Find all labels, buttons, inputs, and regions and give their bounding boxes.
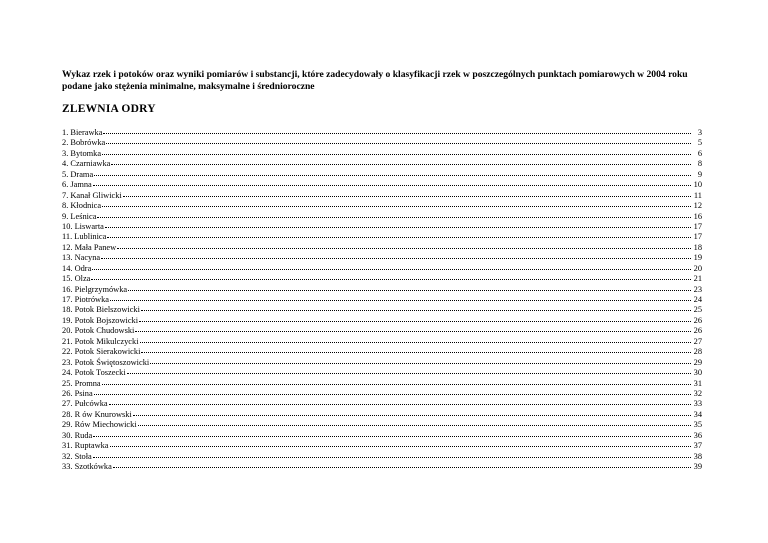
toc-dot-leader bbox=[128, 283, 691, 291]
toc-entry-page-number: 23 bbox=[693, 284, 702, 294]
section-heading: ZLEWNIA ODRY bbox=[62, 103, 156, 115]
toc-entry-page-number: 30 bbox=[693, 368, 702, 378]
toc-entry-label: 5. Drama bbox=[62, 169, 94, 179]
toc-entry-page-number: 35 bbox=[693, 420, 702, 430]
toc-entry-label: 11. Lublinica bbox=[62, 232, 107, 242]
toc-dot-leader bbox=[91, 272, 691, 280]
toc-entry-label: 28. R ów Knurowski bbox=[62, 409, 132, 419]
toc-entry-page-number: 24 bbox=[693, 295, 702, 304]
toc-entry-page-number: 26 bbox=[693, 326, 702, 336]
toc-entry-page-number: 29 bbox=[693, 357, 702, 367]
toc-entry-label: 1. Bierawka bbox=[62, 128, 103, 137]
toc-dot-leader bbox=[127, 366, 691, 374]
document-title: Wykaz rzek i potoków oraz wyniki pomiarów i substancji, które zadecydowały o klasyfikacji rzek w poszczególnych punktach pomiarowych w 2004 roku podane jako stężenia minimalne, maksymalne i średnioroczne bbox=[62, 69, 688, 92]
toc-dot-leader bbox=[105, 220, 691, 228]
toc-entry-page-number: 17 bbox=[693, 232, 702, 242]
toc-entry-label: 3. Bytomka bbox=[62, 148, 102, 158]
toc-dot-leader bbox=[92, 262, 691, 270]
toc-entry-label: 23. Potok Świętoszowicki bbox=[62, 357, 150, 367]
toc-entry-label: 31. Ruptawka bbox=[62, 441, 109, 451]
toc-entry-page-number: 16 bbox=[693, 211, 702, 221]
toc-entry-page-number: 6 bbox=[697, 148, 702, 158]
toc-entry-label: 6. Jamna bbox=[62, 180, 92, 190]
toc-entry-page-number: 31 bbox=[693, 378, 702, 388]
table-of-contents bbox=[62, 127, 702, 471]
toc-entry-label: 9. Leśnica bbox=[62, 211, 97, 221]
toc-entry-page-number: 21 bbox=[693, 274, 702, 284]
toc-entry-page-number: 3 bbox=[697, 128, 702, 137]
toc-dot-leader bbox=[123, 189, 691, 197]
toc-entry-label: 12. Mała Panew bbox=[62, 242, 117, 252]
toc-entry-label: 4. Czarniawka bbox=[62, 159, 111, 169]
toc-dot-leader bbox=[94, 168, 691, 176]
toc-dot-leader bbox=[102, 199, 691, 207]
toc-dot-leader bbox=[140, 335, 691, 343]
toc-dot-leader bbox=[110, 293, 691, 301]
toc-dot-leader bbox=[102, 147, 691, 155]
toc-dot-leader bbox=[109, 397, 691, 405]
toc-dot-leader bbox=[103, 126, 691, 134]
toc-dot-leader bbox=[113, 460, 691, 468]
toc-dot-leader bbox=[141, 303, 691, 311]
toc-entry-page-number: 34 bbox=[693, 409, 702, 419]
toc-entry-page-number: 25 bbox=[693, 305, 702, 315]
toc-entry-label: 10. Liswarta bbox=[62, 221, 104, 231]
toc-entry-label: 29. Rów Miechowicki bbox=[62, 420, 137, 430]
toc-dot-leader bbox=[141, 345, 691, 353]
toc-entry-page-number: 19 bbox=[693, 253, 702, 263]
toc-entry-label: 16. Pielgrzymówka bbox=[62, 284, 128, 294]
toc-entry-label: 7. Kanał Gliwicki bbox=[62, 190, 122, 200]
toc-entry-label: 2. Bobrówka bbox=[62, 138, 106, 148]
toc-entry-label: 33. Szotkówka bbox=[62, 462, 112, 471]
toc-dot-leader bbox=[133, 408, 691, 416]
toc-entry-label: 24. Potok Toszecki bbox=[62, 368, 126, 378]
toc-dot-leader bbox=[101, 251, 691, 259]
toc-entry-label: 18. Potok Bielszowicki bbox=[62, 305, 140, 315]
toc-entry-label: 27. Pułcówka bbox=[62, 399, 108, 409]
toc-entry-label: 32. Stoła bbox=[62, 451, 92, 461]
toc-entry-label: 26. Psina bbox=[62, 388, 93, 398]
toc-entry-page-number: 37 bbox=[693, 441, 702, 451]
toc-entry-page-number: 26 bbox=[693, 315, 702, 325]
toc-dot-leader bbox=[139, 314, 691, 322]
toc-entry-label: 14. Odra bbox=[62, 263, 92, 273]
toc-entry-label: 22. Potok Sierakowicki bbox=[62, 347, 141, 357]
toc-entry-page-number: 33 bbox=[693, 399, 702, 409]
toc-entry-label: 8. Kłodnica bbox=[62, 201, 102, 211]
toc-entry-page-number: 27 bbox=[693, 336, 702, 346]
toc-entry-page-number: 36 bbox=[693, 430, 702, 440]
toc-dot-leader bbox=[102, 377, 691, 385]
toc-entry-label: 20. Potok Chudowski bbox=[62, 326, 135, 336]
toc-dot-leader bbox=[110, 439, 691, 447]
toc-dot-leader bbox=[107, 230, 691, 238]
toc-dot-leader bbox=[111, 157, 691, 165]
toc-dot-leader bbox=[97, 210, 691, 218]
toc-dot-leader bbox=[94, 387, 691, 395]
toc-entry-label: 21. Potok Mikulczycki bbox=[62, 336, 139, 346]
toc-entry-label: 13. Nacyna bbox=[62, 253, 101, 263]
toc-entry-page-number: 18 bbox=[693, 242, 702, 252]
toc-dot-leader bbox=[117, 241, 691, 249]
toc-entry-page-number: 8 bbox=[697, 159, 702, 169]
toc-dot-leader bbox=[138, 418, 691, 426]
toc-entry-page-number: 20 bbox=[693, 263, 702, 273]
toc-entry-label: 17. Piotrówka bbox=[62, 295, 109, 304]
toc-entry-label: 30. Ruda bbox=[62, 430, 93, 440]
toc-entry-label: 19. Potok Bojszowicki bbox=[62, 315, 139, 325]
toc-dot-leader bbox=[135, 324, 691, 332]
toc-entry-page-number: 38 bbox=[693, 451, 702, 461]
toc-entry-label: 25. Promna bbox=[62, 378, 101, 388]
toc-entry-page-number: 28 bbox=[693, 347, 702, 357]
toc-entry[interactable] bbox=[62, 461, 702, 471]
toc-dot-leader bbox=[106, 136, 691, 144]
toc-entry-page-number: 39 bbox=[693, 462, 702, 471]
toc-entry-page-number: 9 bbox=[697, 169, 702, 179]
toc-entry-page-number: 5 bbox=[697, 138, 702, 148]
toc-dot-leader bbox=[93, 429, 691, 437]
toc-entry-label: 15. Olza bbox=[62, 274, 91, 284]
toc-dot-leader bbox=[93, 178, 691, 186]
toc-entry-page-number: 12 bbox=[693, 201, 702, 211]
toc-entry-page-number: 32 bbox=[693, 388, 702, 398]
toc-dot-leader bbox=[150, 356, 691, 364]
toc-dot-leader bbox=[93, 450, 691, 458]
toc-entry-page-number: 10 bbox=[693, 180, 702, 190]
toc-entry-page-number: 17 bbox=[693, 221, 702, 231]
toc-entry-page-number: 11 bbox=[693, 190, 702, 200]
